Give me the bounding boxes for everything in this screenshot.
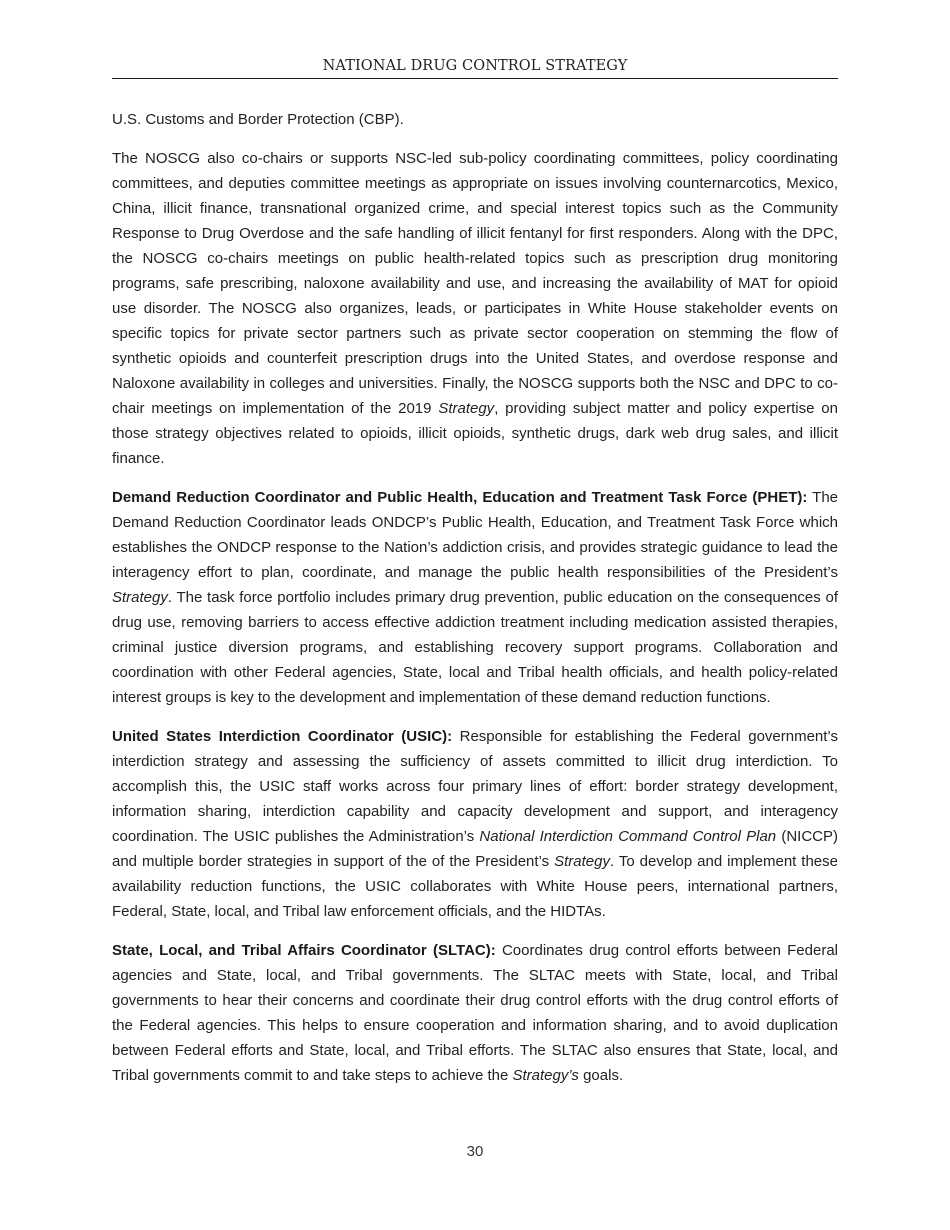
paragraph-text: U.S. Customs and Border Protection (CBP). — [112, 111, 404, 128]
paragraph-text: goals. — [578, 1067, 624, 1084]
paragraph-text: Responsible for establishing the Federal government’s interdiction strategy and assessing the sufficiency of assets committed to illicit drug interdiction. To accomplish this, the USIC staff works across four primary lines of effort: border strategy development, information sharing, interdiction capability and capacity development and support, and interagency coordination. The USIC publishes the Administration’s — [112, 728, 838, 845]
document-page — [112, 56, 838, 1166]
document-body — [112, 107, 838, 1088]
italic-strategy: Strategy — [554, 853, 610, 870]
paragraph-text: Coordinates drug control efforts between Federal agencies and State, local, and Tribal governments. The SLTAC meets with State, local, and Tribal governments to hear their concerns and coordinate their drug control efforts with the drug control efforts of the Federal agencies. This helps to ensure cooperation and information sharing, and to avoid duplication between Federal efforts and State, local, and Tribal efforts. The SLTAC also ensures that State, local, and Tribal governments commit to and take steps to achieve the — [112, 942, 838, 1084]
paragraph-cbp-continuation — [112, 107, 838, 132]
italic-strategy: Strategy — [112, 589, 168, 606]
paragraph-text: . The task force portfolio includes primary drug prevention, public education on the consequences of drug use, removing barriers to access effective addiction treatment including medication assisted therapies, criminal justice diversion programs, and establishing recovery support programs. Collaboration and coordination with other Federal agencies, State, local and Tribal health officials, and health policy-related interest groups is key to the development and implementation of these demand reduction functions. — [112, 589, 838, 706]
italic-strategys: Strategy’s — [512, 1067, 579, 1084]
running-header: NATIONAL DRUG CONTROL STRATEGY — [322, 58, 628, 74]
paragraph-phet — [112, 485, 838, 710]
paragraph-noscg — [112, 146, 838, 471]
italic-strategy: Strategy — [438, 400, 495, 417]
section-heading-phet: Demand Reduction Coordinator and Public Health, Education and Treatment Task Force (PHET): — [112, 489, 808, 506]
page-number: 30 — [466, 1143, 484, 1160]
paragraph-text: (NICCP) and multiple border strategies in support of the of the President’s — [112, 828, 839, 870]
paragraph-text: The NOSCG also co-chairs or supports NSC-led sub-policy coordinating committees, policy coordinating committees, and deputies committee meetings as appropriate on issues involving counternarcotics, Mexico, China, illicit finance, transnational organized crime, and special interest topics such as the Community Response to Drug Overdose and the safe handling of illicit fentanyl for first responders. Along with the DPC, the NOSCG co-chairs meetings on public health-related topics such as prescription drug monitoring programs, safe prescribing, naloxone availability and use, and increasing the availability of MAT for opioid use disorder. The NOSCG also organizes, leads, or participates in White House stakeholder events on specific topics for private sector partners such as private sector cooperation on stemming the flow of synthetic opioids and counterfeit prescription drugs into the United States, and overdose response and Naloxone availability in colleges and universities. Finally, the NOSCG supports both the NSC and DPC to co-chair meetings on implementation of the 2019 — [112, 150, 838, 417]
italic-niccp-title: National Interdiction Command Control Plan — [479, 828, 777, 845]
paragraph-usic — [112, 724, 838, 924]
paragraph-sltac — [112, 938, 838, 1088]
section-heading-usic: United States Interdiction Coordinator (USIC): — [112, 728, 453, 745]
header-rule — [112, 78, 838, 79]
paragraph-text: The Demand Reduction Coordinator leads ONDCP’s Public Health, Education, and Treatment Task Force which establishes the ONDCP response to the Nation’s addiction crisis, and provides strategic guidance to lead the interagency effort to plan, coordinate, and manage the public health responsibilities of the President’s — [112, 489, 839, 581]
paragraph-text: . To develop and implement these availability reduction functions, the USIC collaborates with White House peers, international partners, Federal, State, local, and Tribal law enforcement officials, and the HIDTAs. — [112, 853, 838, 920]
paragraph-text: , providing subject matter and policy expertise on those strategy objectives related to opioids, illicit opioids, synthetic drugs, dark web drug sales, and illicit finance. — [112, 400, 838, 467]
section-heading-sltac: State, Local, and Tribal Affairs Coordinator (SLTAC): — [112, 942, 496, 959]
